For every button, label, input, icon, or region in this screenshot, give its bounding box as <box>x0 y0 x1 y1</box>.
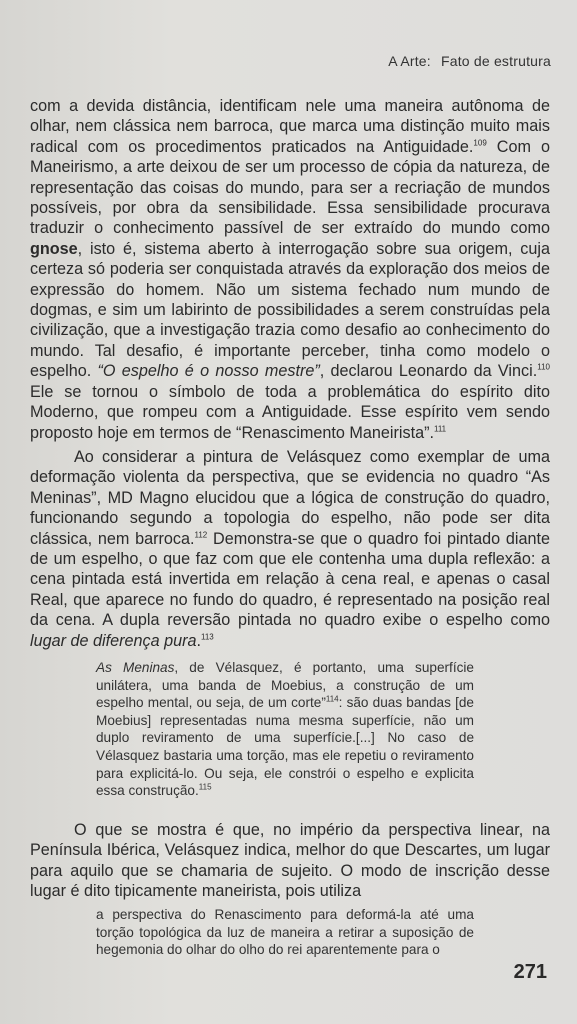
q2-text-1: a perspectiva do Renascimento para deformá-la até uma torção topológica da luz de maneira a retirar a suposição de hegemonia do olhar do olho do rei aparentemente para o <box>96 907 474 958</box>
q1-text-1: , de Vélasquez, é portanto, uma superfície unilátera, uma banda de Moebius, a construção de um espelho mental, ou seja, de um corte” <box>96 660 474 711</box>
p2-text-3: . <box>196 631 201 650</box>
p1-text-2: Com o Maneirismo, a arte deixou de ser um processo de cópia da natureza, de representação das coisas do mundo, para ser a recriação de mundos possíveis, por obra da sensibilidade. Essa sensibilidade procurava traduzir o conhecimento passível de ser extraído do mundo como <box>30 137 550 238</box>
footnote-ref-113: 113 <box>200 632 214 642</box>
footnote-ref-109: 109 <box>473 138 487 148</box>
p1-text-3: , isto é, sistema aberto à interrogação sobre sua origem, cuja certeza só poderia ser conquistada através da exploração dos meios de expressão do homem. Não um sistema fechado num mundo de dogmas, e sim um labirinto de possibilidades a serem construídas pela civilização, que a investigação trazia como desafio ao conhecimento do mundo. Tal desafio, é importante perceber, tinha como modelo o espelho. <box>30 239 550 381</box>
footnote-ref-114: 114 <box>325 694 339 704</box>
p3-text-1: O que se mostra é que, no império da perspectiva linear, na Península Ibérica, Velásquez indica, melhor do que Descartes, um lugar para aquilo que se chamaria de sujeito. O modo de inscrição desse lugar é dito tipicamente maneirista, pois utiliza <box>30 821 550 901</box>
footnote-ref-111: 111 <box>433 424 447 434</box>
leonardo-quote: “O espelho é o nosso mestre” <box>97 362 320 381</box>
term-gnose: gnose <box>30 239 78 258</box>
p1-text-4: , declarou Leonardo da Vinci. <box>319 362 538 381</box>
p2-text-2: Demonstra-se que o quadro foi pintado diante de um espelho, o que faz com que ele contenha uma dupla reflexão: a cena pintada está invertida em relação à cena real, e apenas o casal Real, que aparece no fundo do quadro, é representado na posição real da cena. A dupla reversão pintada no quadro exibe o espelho como <box>30 529 550 630</box>
paragraph-1 <box>30 96 550 443</box>
p2-text-1: Ao considerar a pintura de Velásquez como exemplar de uma deformação violenta da perspectiva, que se evidencia no quadro “As Meninas”, MD Magno elucidou que a lógica de construção do quadro, funcionando segundo a topologia do espelho, não pode ser dita clássica, nem barroca. <box>30 448 550 548</box>
q1-text-2: : são duas bandas [de Moebius] representadas numa mesma superfície, não um duplo reviramento de uma superfície.[...] No caso de Vélasquez bastaria uma torção, mas ele repetiu o reviramento para explicitá-lo. Ou seja, ele constrói o espelho e explicita essa construção. <box>96 695 474 799</box>
italic-phrase: lugar de diferença pura <box>30 631 197 650</box>
footnote-ref-112: 112 <box>194 530 208 540</box>
running-header-section: A Arte: <box>388 53 431 69</box>
running-header <box>388 53 551 69</box>
p1-text-1: com a devida distância, identificam nele uma maneira autônoma de olhar, nem clássica nem barroca, que marca uma distinção muito mais radical com os procedimentos praticados na Antiguidade. <box>30 97 550 156</box>
block-quote-2 <box>96 906 474 959</box>
paragraph-3 <box>30 820 550 902</box>
p1-text-5: Ele se tornou o símbolo de toda a problemática do espírito dito Moderno, que rompeu com a Antiguidade. Esse espírito vem sendo proposto hoje em termos de “Renascimento Maneirista”. <box>30 382 550 442</box>
page-number: 271 <box>513 961 547 983</box>
footnote-ref-110: 110 <box>537 362 550 372</box>
block-quote-1 <box>96 659 474 800</box>
footnote-ref-115: 115 <box>198 782 212 792</box>
running-header-title: Fato de estrutura <box>440 53 551 69</box>
paragraph-2 <box>30 447 550 651</box>
work-title: As Meninas <box>96 660 175 675</box>
